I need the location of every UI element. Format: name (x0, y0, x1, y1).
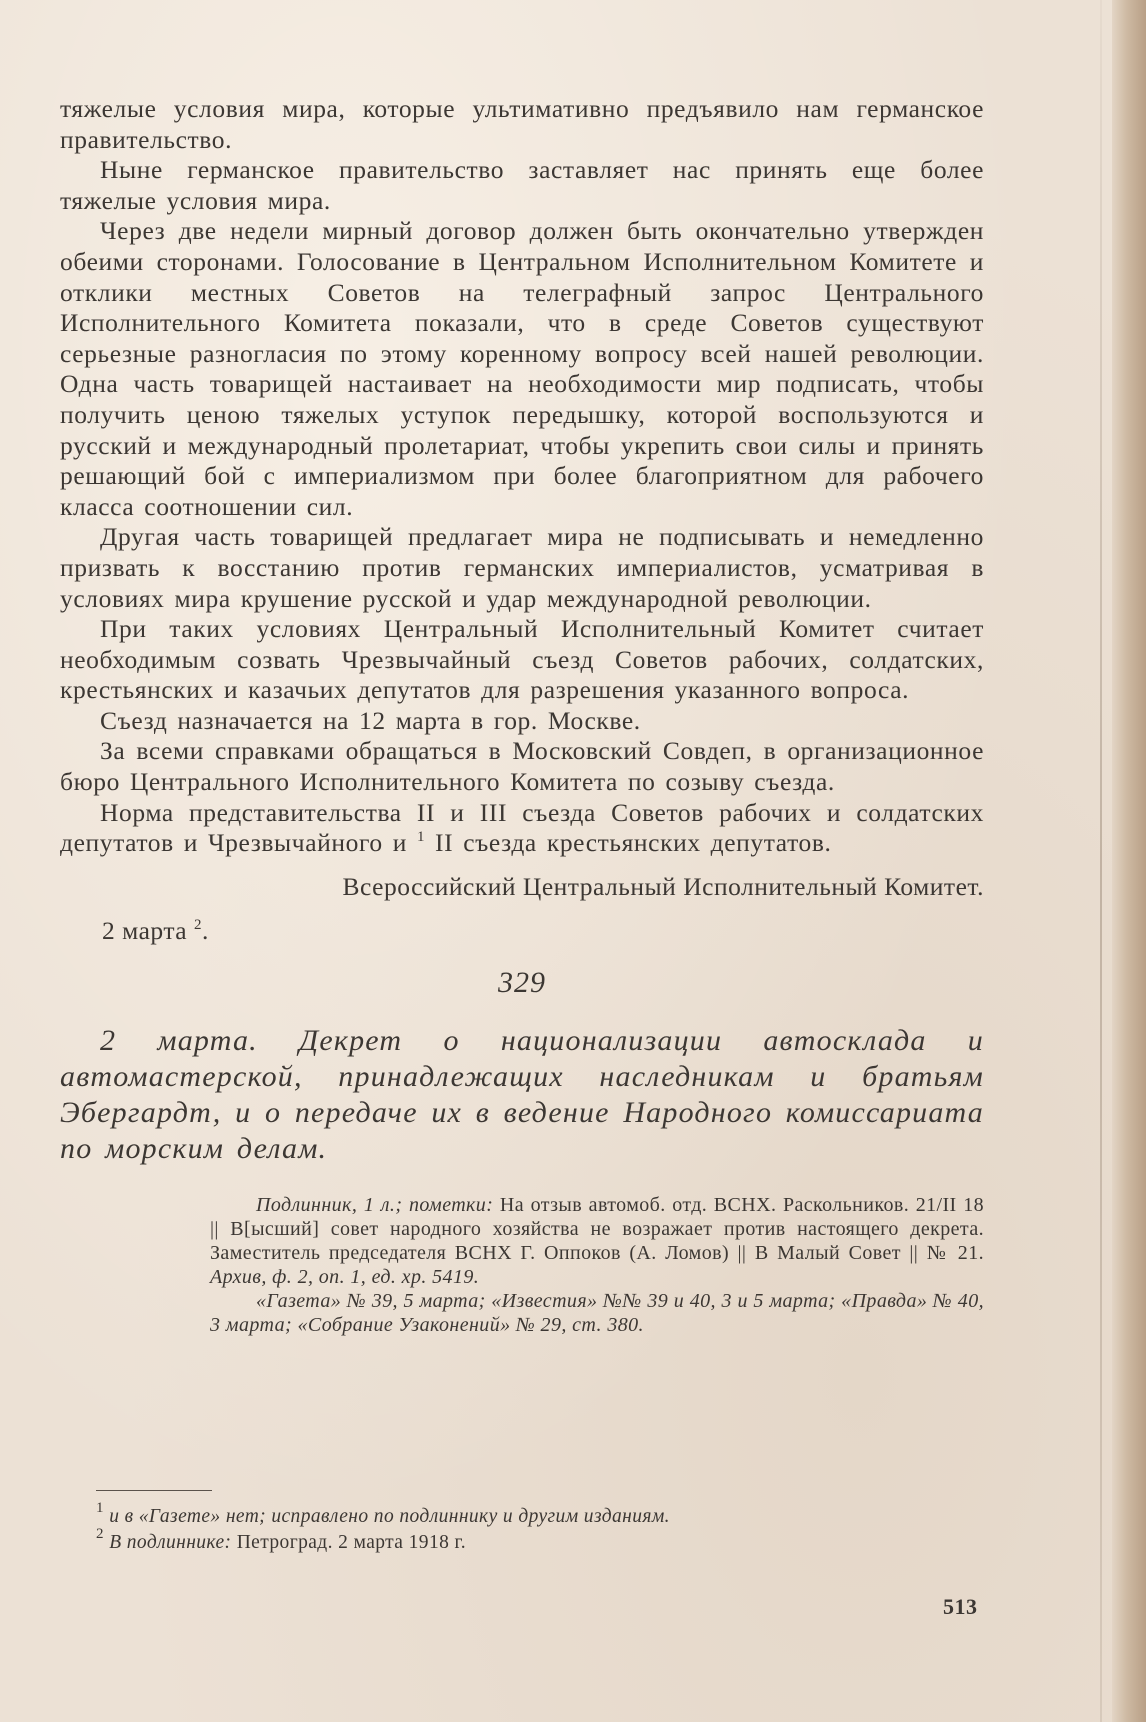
body-paragraph-5: При таких условиях Центральный Исполнительный Комитет считает необходимым созвать Чрезвычайный съезд Советов рабочих, солдатских, крестьянских и казачьих депутатов для разрешения указанного вопроса. (60, 614, 984, 705)
date-end: . (201, 915, 209, 945)
footnote-ref-2: 2 (193, 916, 202, 933)
page-number: 513 (943, 1594, 978, 1619)
paragraph-8-text-b: II съезда крестьянских депутатов. (425, 828, 832, 858)
footnote-1-text: и в «Газете» нет; исправлено по подлиннику и другим изданиям. (109, 1506, 670, 1527)
source-original-text: На отзыв автомоб. отд. ВСНХ. Раскольников. 21/II 18 || В[ысший] совет народного хозяйства не возражает против настоящего декрета. Заместитель председателя ВСНХ Г. Оппоков (А. Ломов) || В Малый Совет || № 21. (210, 1193, 985, 1264)
footnote-2-mark: 2 (96, 1526, 104, 1542)
document-title: 2 марта. Декрет о национализации автосклада и автомастерской, принадлежащих наследникам и братьям Эбергардт, и о передаче их в ведение Народного комиссариата по морским делам. (60, 1023, 984, 1165)
binding-shadow (1100, 0, 1102, 1722)
footnote-2-text: Петроград. 2 марта 1918 г. (231, 1532, 466, 1553)
body-paragraph-2: Ныне германское правительство заставляет нас принять еще более тяжелые условия мира. (60, 155, 984, 215)
source-note (210, 1193, 984, 1337)
body-paragraph-8 (60, 798, 984, 859)
paragraph-8-text-a: Норма представительства II и III съезда Советов рабочих и солдатских депутатов и Чрезвычайного и (60, 797, 984, 858)
source-archive: Архив, ф. 2, оп. 1, ед. хр. 5419. (210, 1265, 480, 1288)
page-content (60, 94, 984, 1337)
footnotes (96, 1500, 976, 1556)
footnote-1-mark: 1 (96, 1500, 104, 1516)
source-publications: «Газета» № 39, 5 марта; «Известия» №№ 39 и 40, 3 и 5 марта; «Правда» № 40, 3 марта; «Собрание Узаконений» № 29, ст. 380. (210, 1289, 984, 1336)
book-binding-edge (1112, 0, 1146, 1722)
date-text: 2 марта (102, 915, 188, 945)
document-number: 329 (498, 965, 546, 999)
footnote-1 (96, 1500, 976, 1530)
body-paragraph-1: тяжелые условия мира, которые ультимативно предъявило нам германское правительство. (60, 94, 984, 154)
footnote-divider (96, 1490, 212, 1491)
footnote-2-label: В подлиннике: (109, 1532, 232, 1553)
document-date (102, 915, 984, 947)
body-paragraph-6: Съезд назначается на 12 марта в гор. Москве. (100, 705, 641, 735)
source-original-label: Подлинник, 1 л.; пометки: (256, 1193, 494, 1216)
footnote-ref-1: 1 (416, 829, 426, 846)
body-paragraph-7: За всеми справками обращаться в Московский Совдеп, в организационное бюро Центрального Исполнительного Комитета по созыву съезда. (60, 736, 984, 797)
footnote-2 (96, 1526, 976, 1556)
signature: Всероссийский Центральный Исполнительный Комитет. (342, 871, 984, 901)
body-paragraph-3: Через две недели мирный договор должен быть окончательно утвержден обеими сторонами. Голосование в Центральном Исполнительном Комитете и отклики местных Советов на телеграфный запрос Центрального Исполнительного Комитета показали, что в среде Советов существуют серьезные разногласия по этому коренному вопросу всей нашей революции. Одна часть товарищей настаивает на необходимости мир подписать, чтобы получить ценою тяжелых уступок передышку, которой воспользуются и русский и международный пролетариат, чтобы укрепить свои силы и принять решающий бой с империализмом при более благоприятном для рабочего класса соотношении сил. (60, 216, 984, 521)
body-paragraph-4: Другая часть товарищей предлагает мира не подписывать и немедленно призвать к восстанию против германских империалистов, усматривая в условиях мира крушение русской и удар международной революции. (60, 522, 984, 613)
